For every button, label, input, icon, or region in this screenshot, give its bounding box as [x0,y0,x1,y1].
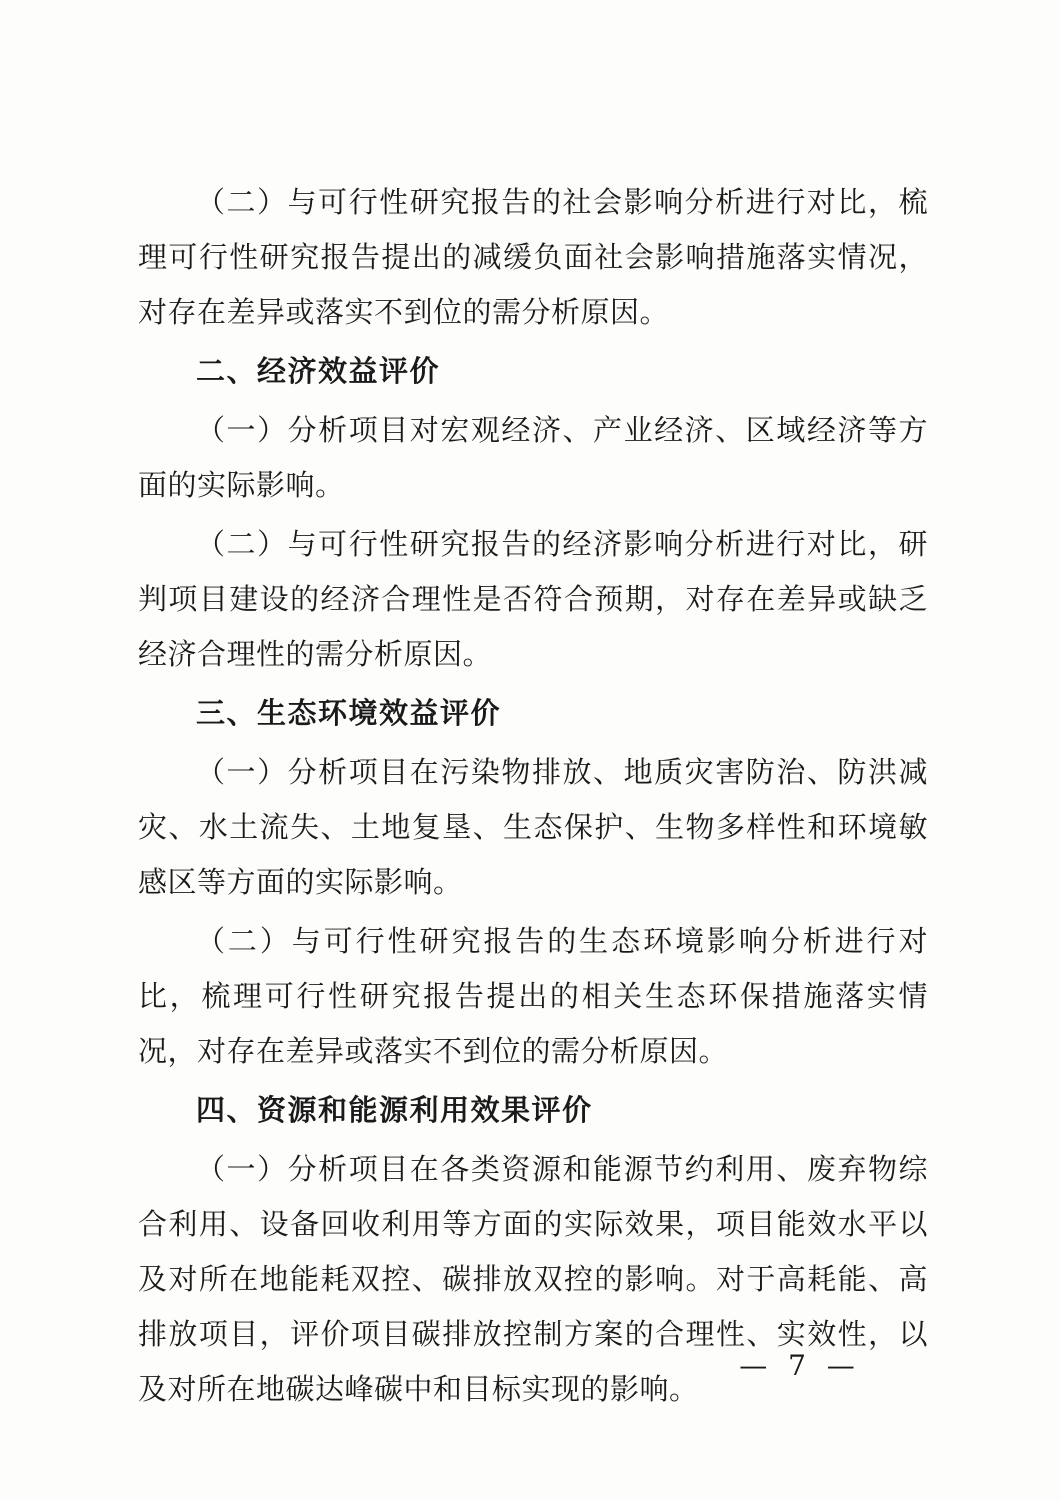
paragraph: （一）分析项目对宏观经济、产业经济、区域经济等方面的实际影响。 [138,413,928,502]
paragraph: （一）分析项目在污染物排放、地质灾害防治、防洪减灾、水土流失、土地复垦、生态保护、生物多样性和环境敏感区等方面的实际影响。 [138,755,928,899]
paragraph: （二）与可行性研究报告的社会影响分析进行对比，梳理可行性研究报告提出的减缓负面社会影响措施落实情况，对存在差异或落实不到位的需分析原因。 [138,185,928,329]
section-heading: 二、经济效益评价 [196,354,441,388]
paragraph: （一）分析项目在各类资源和能源节约利用、废弃物综合利用、设备回收利用等方面的实际效果，项目能效水平以及对所在地能耗双控、碳排放双控的影响。对于高耗能、高排放项目，评价项目碳排放控制方案的合理性、实效性，以及对所在地碳达峰碳中和目标实现的影响。 [138,1152,928,1406]
paragraph: （二）与可行性研究报告的经济影响分析进行对比，研判项目建设的经济合理性是否符合预期，对存在差异或缺乏经济合理性的需分析原因。 [138,527,928,671]
document-body [138,175,928,1421]
paragraph: （二）与可行性研究报告的生态环境影响分析进行对比，梳理可行性研究报告提出的相关生态环保措施落实情况，对存在差异或落实不到位的需分析原因。 [138,924,928,1068]
section-heading: 三、生态环境效益评价 [196,696,502,730]
section-heading: 四、资源和能源利用效果评价 [196,1093,593,1127]
page-number: — 7 — [739,1349,861,1382]
